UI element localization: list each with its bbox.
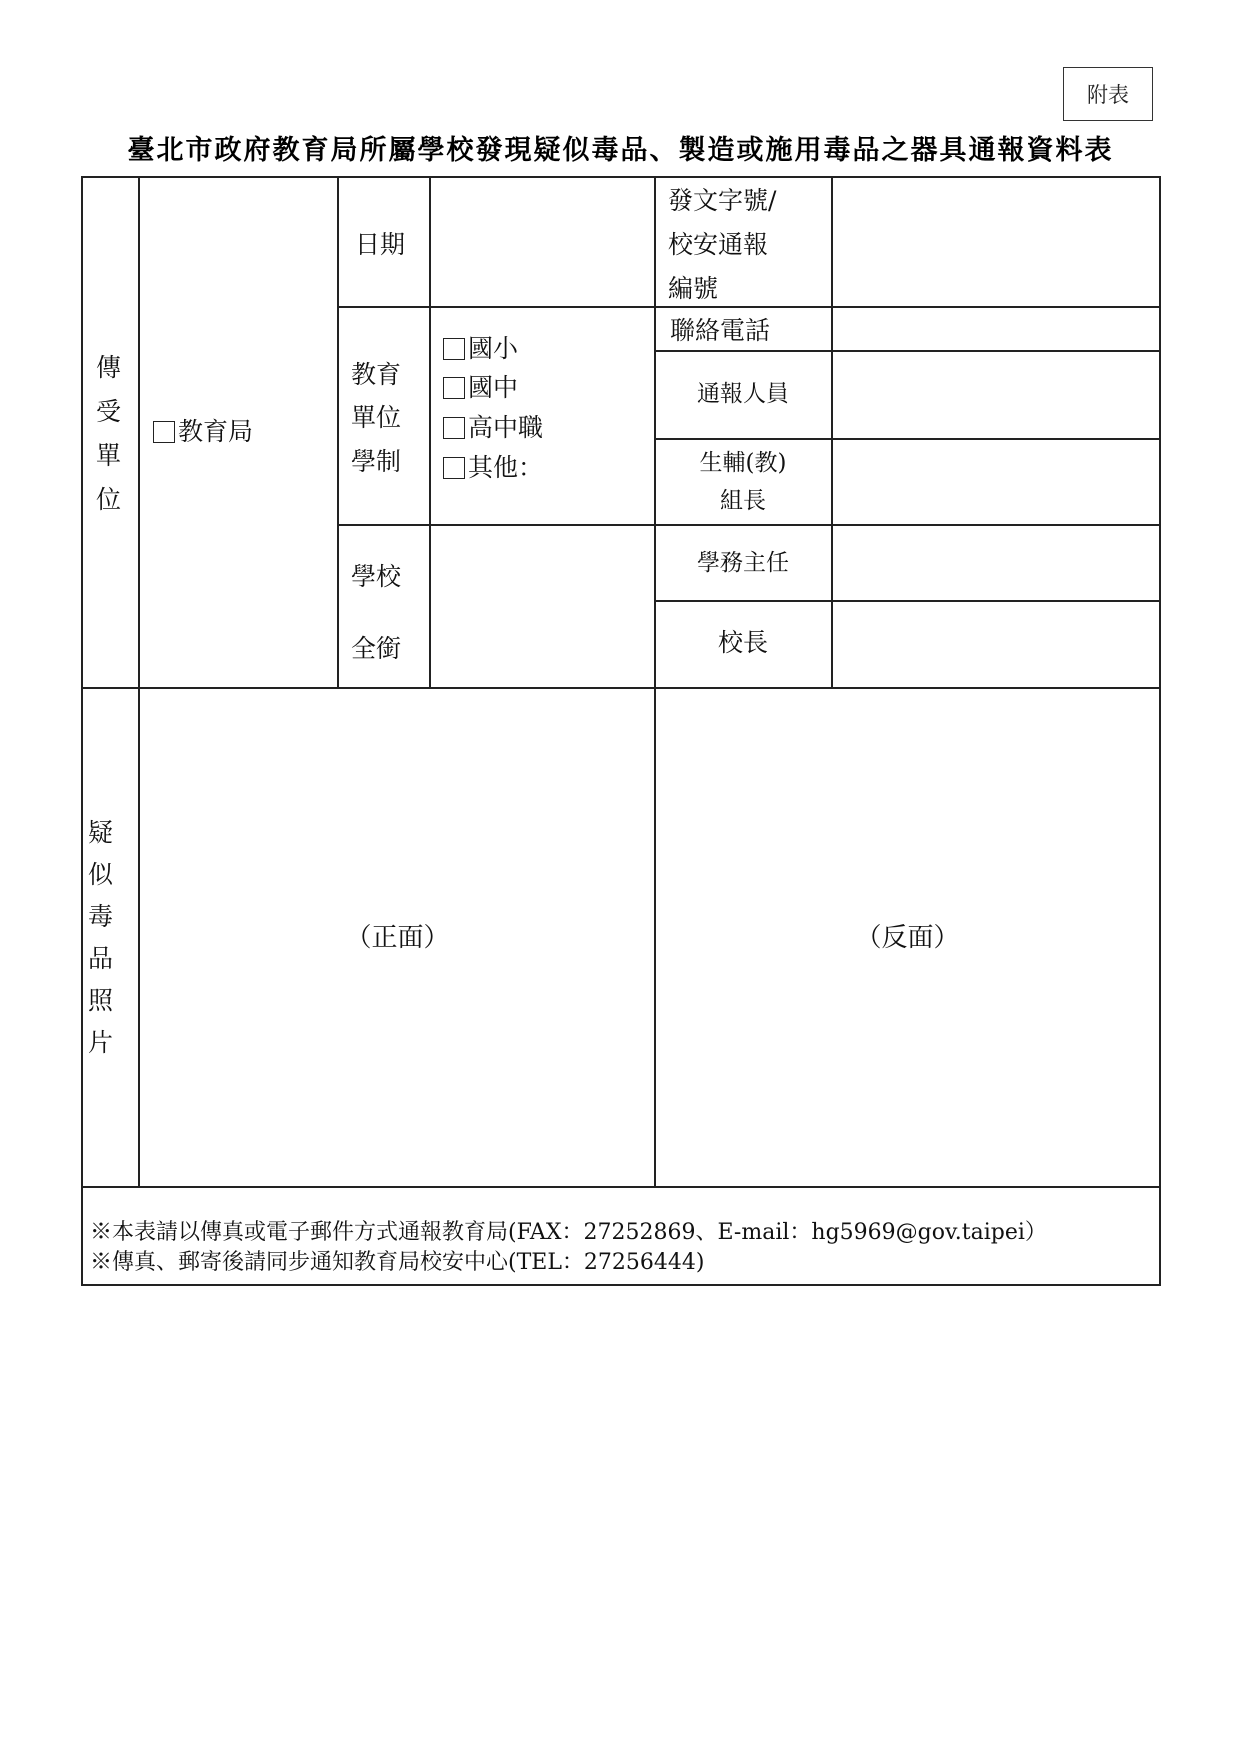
- photo-header-char: 品: [88, 944, 114, 973]
- photo-header-char: 似: [88, 860, 114, 889]
- photo-header-char: 毒: [88, 902, 114, 931]
- doc-no-label-line: 編號: [668, 274, 719, 303]
- note-line: ※本表請以傳真或電子郵件方式通報教育局(FAX：27252869、E-mail：hg5969@gov.taipei）: [90, 1220, 1047, 1245]
- school-level-label-line: 教育: [351, 360, 402, 389]
- level-option-other[interactable]: 其他：: [443, 455, 543, 480]
- counselor-label-line: 組長: [720, 488, 766, 514]
- phone-value-cell[interactable]: [834, 310, 1157, 348]
- note-line: ※傳真、郵寄後請同步通知教育局校安中心(TEL：27256444): [90, 1250, 705, 1275]
- photo-front-label: （正面）: [345, 923, 450, 953]
- checkbox-label: 教育局: [178, 417, 254, 446]
- annex-label: 附表: [1063, 67, 1153, 121]
- recipient-header-char: 單: [96, 441, 122, 470]
- principal-value-cell[interactable]: [834, 604, 1157, 686]
- checkbox[interactable]: [443, 338, 465, 360]
- school-name-label-line: 學校: [351, 562, 402, 591]
- recipient-header-char: 傳: [96, 353, 122, 382]
- checkbox[interactable]: [443, 417, 465, 439]
- date-label: 日期: [355, 230, 406, 259]
- level-option-senior-vocational[interactable]: 高中職: [443, 415, 543, 440]
- school-name-value-cell[interactable]: [432, 528, 652, 686]
- reporter-label: 通報人員: [697, 381, 789, 407]
- school-name-label-line: 全銜: [351, 634, 402, 663]
- recipient-header-char: 位: [96, 485, 122, 514]
- photo-header-char: 疑: [88, 818, 114, 847]
- checkbox[interactable]: [443, 377, 465, 399]
- checkbox[interactable]: [443, 457, 465, 479]
- date-value-cell[interactable]: [432, 180, 652, 304]
- photo-header-char: 照: [88, 986, 114, 1015]
- level-option-junior-high[interactable]: 國中: [443, 375, 518, 400]
- school-level-label-line: 學制: [351, 447, 402, 476]
- checkbox[interactable]: [153, 421, 175, 443]
- counselor-value-cell[interactable]: [834, 442, 1157, 522]
- phone-label: 聯絡電話: [670, 316, 771, 345]
- student-affairs-value-cell[interactable]: [834, 528, 1157, 598]
- recipient-option-education-bureau[interactable]: [153, 419, 253, 444]
- doc-no-value-cell[interactable]: [834, 180, 1157, 304]
- principal-label: 校長: [717, 628, 768, 657]
- doc-no-label-line: 校安通報: [668, 230, 769, 259]
- counselor-label-line: 生輔(教): [699, 450, 787, 476]
- form-title: 臺北市政府教育局所屬學校發現疑似毒品、製造或施用毒品之器具通報資料表: [127, 135, 1114, 166]
- reporter-value-cell[interactable]: [834, 354, 1157, 436]
- level-option-elementary[interactable]: 國小: [443, 336, 518, 361]
- recipient-header-char: 受: [96, 397, 122, 426]
- student-affairs-label: 學務主任: [697, 550, 789, 576]
- photo-header-char: 片: [88, 1028, 114, 1057]
- doc-no-label-line: 發文字號/: [668, 186, 777, 215]
- school-level-label-line: 單位: [351, 403, 402, 432]
- photo-back-label: （反面）: [855, 923, 960, 953]
